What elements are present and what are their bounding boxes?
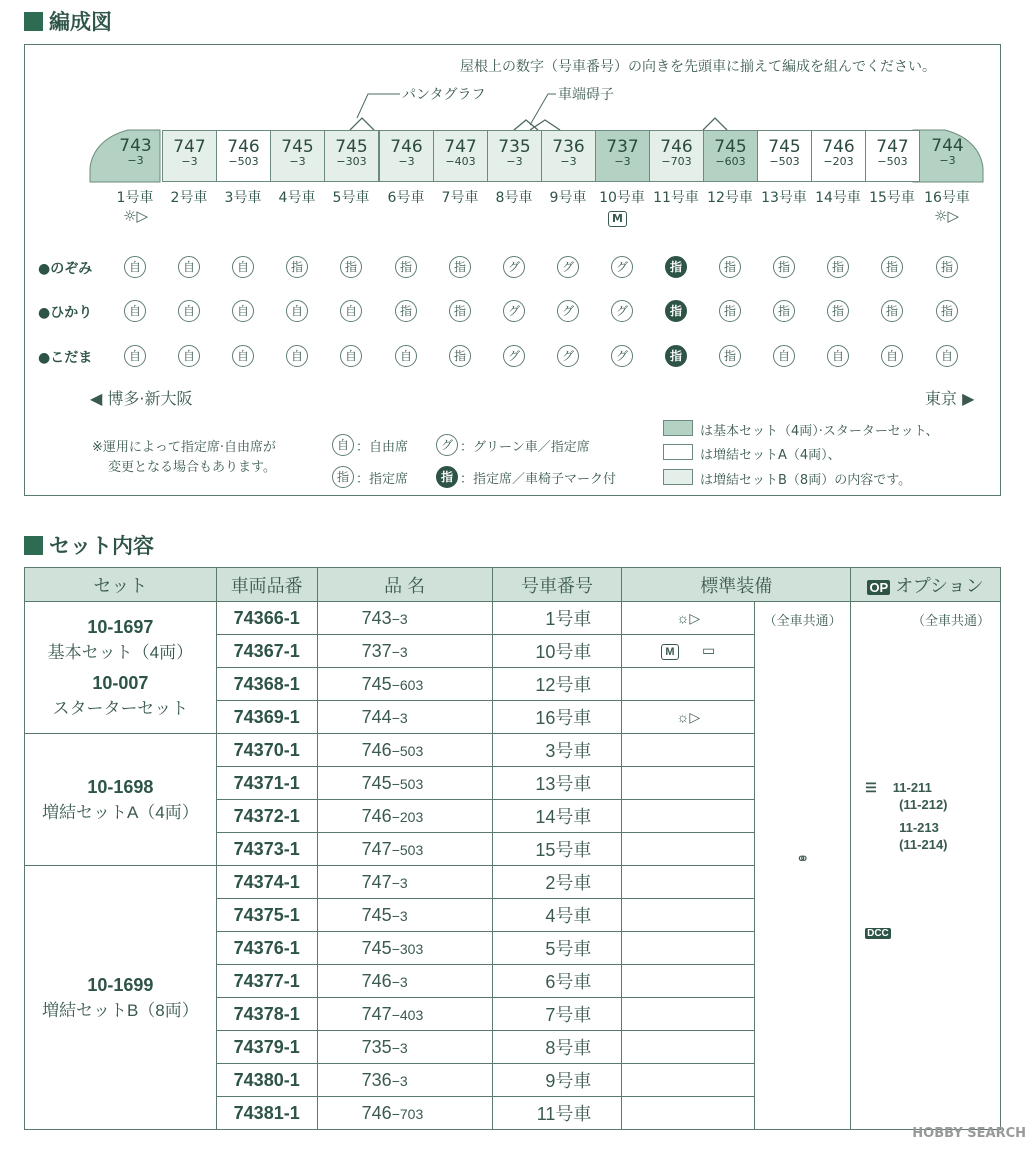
car-number-cell: 8号車 bbox=[492, 1031, 622, 1064]
equipment-cell bbox=[622, 668, 755, 701]
table-row bbox=[25, 602, 1001, 635]
header-name: 品 名 bbox=[317, 568, 492, 602]
common-equipment-cell bbox=[755, 602, 851, 1130]
product-name-sub: −403 bbox=[391, 1006, 424, 1023]
car-2 bbox=[162, 130, 217, 182]
set-code: 10-1698 bbox=[87, 776, 154, 797]
seat-mark: グ bbox=[503, 345, 525, 367]
room-light-option-icon: ☰ bbox=[865, 780, 877, 795]
product-name-sub: −203 bbox=[391, 808, 424, 825]
direction-right: 東京 ▶ bbox=[925, 389, 975, 408]
product-code: 74377-1 bbox=[216, 965, 317, 998]
set-name: スターターセット bbox=[52, 698, 189, 718]
motor-icon bbox=[608, 210, 627, 227]
seat-mark: 自 bbox=[232, 300, 254, 322]
equipment-cell bbox=[622, 800, 755, 833]
car-number: 745 bbox=[281, 137, 314, 157]
equipment-cell bbox=[622, 635, 755, 668]
car-sub-number: −3 bbox=[398, 155, 415, 168]
product-name-sub: −303 bbox=[391, 940, 424, 957]
legend-setB-swatch bbox=[663, 469, 693, 485]
car-label: 1号車 bbox=[116, 190, 154, 206]
product-code: 74379-1 bbox=[216, 1031, 317, 1064]
product-name bbox=[317, 1097, 492, 1130]
seat-mark: グ bbox=[503, 300, 525, 322]
car-label: 12号車 bbox=[707, 190, 753, 206]
product-name bbox=[317, 998, 492, 1031]
table-header-row bbox=[25, 568, 1001, 602]
product-code: 74373-1 bbox=[216, 833, 317, 866]
set-name: 増結セットA（4両） bbox=[41, 802, 199, 822]
car-8 bbox=[487, 130, 542, 182]
heading-square-icon bbox=[24, 536, 43, 555]
dcc-icon bbox=[865, 923, 1000, 939]
equipment-cell bbox=[622, 998, 755, 1031]
green-mark-icon: グ bbox=[436, 434, 458, 456]
taillight-icon: ☼▷ bbox=[934, 207, 959, 225]
seat-mark: 指 bbox=[881, 256, 903, 278]
set-code: 10-007 bbox=[92, 672, 149, 693]
car-number-cell: 6号車 bbox=[492, 965, 622, 998]
dcc-mark: DCC bbox=[867, 928, 889, 939]
product-code: 74374-1 bbox=[216, 866, 317, 899]
seat-mark: グ bbox=[611, 300, 633, 322]
header-option bbox=[851, 568, 1001, 602]
car-3 bbox=[216, 130, 271, 182]
seat-mark: 指 bbox=[719, 300, 741, 322]
legend-basic-swatch bbox=[663, 420, 693, 436]
car-number: 747 bbox=[444, 137, 477, 157]
insulator-label: 車端碍子 bbox=[558, 87, 614, 103]
seat-mark: 自 bbox=[178, 300, 200, 322]
car-number: 746 bbox=[822, 137, 855, 157]
car-number-cell: 5号車 bbox=[492, 932, 622, 965]
set-contents-heading-text: セット内容 bbox=[49, 534, 154, 558]
product-name bbox=[317, 899, 492, 932]
product-code: 74378-1 bbox=[216, 998, 317, 1031]
car-9 bbox=[541, 130, 596, 182]
legend-note-2: 変更となる場合もあります。 bbox=[108, 460, 276, 475]
car-1 bbox=[108, 130, 163, 182]
product-name-main: 745 bbox=[361, 904, 392, 925]
product-name-main: 745 bbox=[361, 673, 392, 694]
car-number-cell: 10号車 bbox=[492, 635, 622, 668]
seat-mark: 指 bbox=[936, 256, 958, 278]
car-sub-number: −203 bbox=[823, 155, 854, 168]
seat-mark: グ bbox=[611, 256, 633, 278]
car-label: 7号車 bbox=[441, 190, 479, 206]
product-code: 74366-1 bbox=[216, 602, 317, 635]
car-number: 743 bbox=[119, 136, 152, 156]
legend-green: ：グリーン車／指定席 bbox=[460, 440, 590, 455]
pantograph-label: パンタグラフ bbox=[402, 87, 486, 103]
seat-mark: 自 bbox=[395, 345, 417, 367]
product-name-main: 747 bbox=[361, 838, 392, 859]
car-label: 9号車 bbox=[549, 190, 587, 206]
motor-icon: M bbox=[661, 644, 678, 660]
set-name: 基本セット（4両） bbox=[47, 642, 194, 662]
car-number-cell: 11号車 bbox=[492, 1097, 622, 1130]
legend-wheelchair: ：指定席／車椅子マーク付 bbox=[460, 472, 617, 487]
car-sub-number: −3 bbox=[614, 155, 631, 168]
seat-mark: 自 bbox=[178, 256, 200, 278]
car-sub-number: −503 bbox=[877, 155, 908, 168]
product-code: 74376-1 bbox=[216, 932, 317, 965]
product-name-sub: −503 bbox=[391, 775, 424, 792]
set-contents-table bbox=[24, 567, 1001, 1130]
product-name bbox=[317, 734, 492, 767]
product-name-sub: −3 bbox=[391, 973, 408, 990]
seat-mark: 指 bbox=[665, 300, 687, 322]
car-label: 15号車 bbox=[869, 190, 915, 206]
legend-basic: は基本セット（4両）·スターターセット、 bbox=[700, 424, 939, 439]
car-label: 13号車 bbox=[761, 190, 807, 206]
seat-mark: 自 bbox=[827, 345, 849, 367]
seat-mark: 指 bbox=[719, 256, 741, 278]
seat-mark: 自 bbox=[773, 345, 795, 367]
seat-mark: 指 bbox=[395, 300, 417, 322]
product-name-main: 735 bbox=[361, 1036, 392, 1057]
car-15 bbox=[865, 130, 920, 182]
shitei-mark-icon: 指 bbox=[332, 466, 354, 488]
equipment-cell bbox=[622, 1097, 755, 1130]
set-name: 増結セットB（8両） bbox=[41, 1000, 199, 1020]
seat-mark: 自 bbox=[232, 256, 254, 278]
product-code: 74370-1 bbox=[216, 734, 317, 767]
legend-shitei: ：指定席 bbox=[356, 472, 409, 487]
product-name-sub: −3 bbox=[391, 1072, 408, 1089]
car-number: 745 bbox=[714, 137, 747, 157]
product-name-sub: −3 bbox=[391, 610, 408, 627]
product-code: 74371-1 bbox=[216, 767, 317, 800]
car-number: 737 bbox=[606, 137, 639, 157]
car-13 bbox=[757, 130, 812, 182]
car-sub-number: −303 bbox=[336, 155, 367, 168]
car-sub-number: −3 bbox=[939, 154, 956, 167]
product-name-sub: −3 bbox=[391, 1039, 408, 1056]
car-number: 747 bbox=[173, 137, 206, 157]
wheelchair-mark-icon: 指 bbox=[436, 466, 458, 488]
product-code: 74375-1 bbox=[216, 899, 317, 932]
equipment-cell bbox=[622, 899, 755, 932]
car-sub-number: −3 bbox=[506, 155, 523, 168]
op-icon: OP bbox=[869, 579, 889, 595]
car-label: 5号車 bbox=[332, 190, 370, 206]
seat-mark: 指 bbox=[773, 300, 795, 322]
car-16 bbox=[920, 130, 975, 182]
product-name-sub: −703 bbox=[391, 1105, 424, 1122]
seat-mark: 自 bbox=[178, 345, 200, 367]
car-4 bbox=[270, 130, 325, 182]
car-sub-number: −3 bbox=[127, 154, 144, 167]
car-5 bbox=[324, 130, 379, 182]
seat-mark: グ bbox=[557, 300, 579, 322]
car-number: 744 bbox=[931, 136, 964, 156]
product-name-main: 746 bbox=[361, 739, 392, 760]
car-number-cell: 16号車 bbox=[492, 701, 622, 734]
seat-mark: グ bbox=[557, 345, 579, 367]
option-cell bbox=[851, 602, 1001, 1130]
seat-mark: 指 bbox=[881, 300, 903, 322]
seat-mark: 指 bbox=[719, 345, 741, 367]
equipment-cell bbox=[622, 866, 755, 899]
headlight-icon: ☼▷ bbox=[676, 708, 701, 725]
car-6 bbox=[379, 130, 434, 182]
set-code: 10-1699 bbox=[87, 974, 154, 995]
seat-mark: グ bbox=[557, 256, 579, 278]
car-sub-number: −503 bbox=[769, 155, 800, 168]
car-label: 14号車 bbox=[815, 190, 861, 206]
seat-mark: 指 bbox=[665, 256, 687, 278]
product-name bbox=[317, 866, 492, 899]
product-name-main: 737 bbox=[361, 640, 392, 661]
header-option-text: オプション bbox=[895, 575, 984, 596]
product-name-sub: −3 bbox=[391, 907, 408, 924]
service-label: ●こだま bbox=[38, 350, 93, 366]
equipment-cell bbox=[622, 1031, 755, 1064]
seat-mark: 自 bbox=[936, 345, 958, 367]
product-name-main: 736 bbox=[361, 1069, 392, 1090]
car-11 bbox=[649, 130, 704, 182]
product-name-main: 744 bbox=[361, 706, 392, 727]
seat-mark: 自 bbox=[286, 345, 308, 367]
product-name-sub: −503 bbox=[391, 841, 424, 858]
car-number-cell: 15号車 bbox=[492, 833, 622, 866]
car-number-cell: 2号車 bbox=[492, 866, 622, 899]
car-sub-number: −603 bbox=[715, 155, 746, 168]
car-sub-number: −703 bbox=[661, 155, 692, 168]
car-number: 736 bbox=[552, 137, 585, 157]
direction-left: ◀ 博多·新大阪 bbox=[90, 389, 193, 408]
product-name bbox=[317, 602, 492, 635]
car-label: 6号車 bbox=[387, 190, 425, 206]
seat-mark: 指 bbox=[665, 345, 687, 367]
legend-jiyu: ：自由席 bbox=[356, 440, 409, 455]
car-number-cell: 7号車 bbox=[492, 998, 622, 1031]
seat-mark: 指 bbox=[286, 256, 308, 278]
equipment-cell bbox=[622, 833, 755, 866]
set-contents-heading bbox=[24, 530, 154, 560]
set-cell bbox=[25, 602, 217, 734]
product-code: 74367-1 bbox=[216, 635, 317, 668]
car-14 bbox=[811, 130, 866, 182]
seat-mark: 自 bbox=[881, 345, 903, 367]
car-sub-number: −3 bbox=[560, 155, 577, 168]
formation-heading-text: 編成図 bbox=[49, 10, 112, 34]
car-label: 11号車 bbox=[653, 190, 699, 206]
product-name bbox=[317, 1031, 492, 1064]
seat-mark: グ bbox=[503, 256, 525, 278]
product-name-sub: −603 bbox=[391, 676, 424, 693]
car-sub-number: −503 bbox=[228, 155, 259, 168]
option-common-label: （全車共通） bbox=[911, 613, 990, 628]
roof-note: 屋根上の数字（号車番号）の向きを先頭車に揃えて編成を組んでください。 bbox=[460, 59, 936, 75]
seat-mark: 指 bbox=[449, 345, 471, 367]
product-name-sub: −3 bbox=[391, 874, 408, 891]
car-number-cell: 14号車 bbox=[492, 800, 622, 833]
product-name-sub: −3 bbox=[391, 709, 408, 726]
car-label: 10号車 bbox=[599, 190, 645, 206]
product-code: 74372-1 bbox=[216, 800, 317, 833]
motor-mark: M bbox=[608, 211, 627, 227]
product-name-main: 745 bbox=[361, 772, 392, 793]
seat-mark: 指 bbox=[340, 256, 362, 278]
seat-mark: 指 bbox=[827, 300, 849, 322]
product-name bbox=[317, 701, 492, 734]
car-7 bbox=[433, 130, 488, 182]
product-name bbox=[317, 932, 492, 965]
seat-mark: 指 bbox=[827, 256, 849, 278]
product-name-main: 746 bbox=[361, 805, 392, 826]
car-number: 747 bbox=[876, 137, 909, 157]
product-name-main: 747 bbox=[361, 871, 392, 892]
seat-mark: 指 bbox=[936, 300, 958, 322]
car-sub-number: −403 bbox=[445, 155, 476, 168]
seat-mark: 自 bbox=[124, 300, 146, 322]
car-number: 746 bbox=[227, 137, 260, 157]
equipment-cell bbox=[622, 767, 755, 800]
equipment-cell bbox=[622, 602, 755, 635]
car-label: 16号車 bbox=[924, 190, 970, 206]
car-label: 4号車 bbox=[278, 190, 316, 206]
header-car-number: 号車番号 bbox=[492, 568, 622, 602]
headlight-icon: ☼▷ bbox=[123, 207, 148, 225]
coupler-icon: ⚭ bbox=[795, 851, 810, 868]
product-name-main: 745 bbox=[361, 937, 392, 958]
product-name-main: 743 bbox=[361, 607, 392, 628]
seat-mark: 指 bbox=[449, 256, 471, 278]
car-number-cell: 12号車 bbox=[492, 668, 622, 701]
product-name bbox=[317, 965, 492, 998]
product-code: 74369-1 bbox=[216, 701, 317, 734]
product-name bbox=[317, 668, 492, 701]
car-sub-number: −3 bbox=[289, 155, 306, 168]
headlight-icon: ☼▷ bbox=[676, 609, 701, 626]
product-name-main: 746 bbox=[361, 970, 392, 991]
header-standard: 標準装備 bbox=[622, 568, 851, 602]
legend-setB: は増結セットB（8両）の内容です。 bbox=[700, 473, 912, 488]
seat-mark: 自 bbox=[124, 345, 146, 367]
product-name bbox=[317, 767, 492, 800]
equipment-cell bbox=[622, 932, 755, 965]
seat-mark: 自 bbox=[124, 256, 146, 278]
product-name-main: 747 bbox=[361, 1003, 392, 1024]
product-code: 74381-1 bbox=[216, 1097, 317, 1130]
service-label: ●ひかり bbox=[38, 305, 93, 321]
product-name-sub: −503 bbox=[391, 742, 424, 759]
seat-mark: 指 bbox=[449, 300, 471, 322]
seat-mark: グ bbox=[611, 345, 633, 367]
option-code: (11-214) bbox=[899, 837, 948, 852]
car-number-cell: 3号車 bbox=[492, 734, 622, 767]
equipment-cell bbox=[622, 734, 755, 767]
car-label: 3号車 bbox=[224, 190, 262, 206]
header-code: 車両品番 bbox=[216, 568, 317, 602]
car-number: 735 bbox=[498, 137, 531, 157]
car-number-cell: 9号車 bbox=[492, 1064, 622, 1097]
product-name-main: 746 bbox=[361, 1102, 392, 1123]
product-name bbox=[317, 1064, 492, 1097]
car-number-cell: 13号車 bbox=[492, 767, 622, 800]
car-number: 745 bbox=[335, 137, 368, 157]
jiyu-mark-icon: 自 bbox=[332, 434, 354, 456]
service-label: ●のぞみ bbox=[38, 261, 93, 277]
car-number-cell: 4号車 bbox=[492, 899, 622, 932]
equipment-cell bbox=[622, 965, 755, 998]
product-name bbox=[317, 800, 492, 833]
legend-setA-swatch bbox=[663, 444, 693, 460]
set-code: 10-1697 bbox=[87, 616, 154, 637]
option-block bbox=[865, 779, 1000, 853]
equipment-cell bbox=[622, 701, 755, 734]
legend-note-1: ※運用によって指定席·自由席が bbox=[92, 440, 277, 455]
car-number: 746 bbox=[390, 137, 423, 157]
seat-mark: 自 bbox=[340, 345, 362, 367]
seat-mark: 自 bbox=[340, 300, 362, 322]
seat-mark: 自 bbox=[286, 300, 308, 322]
product-code: 74380-1 bbox=[216, 1064, 317, 1097]
seat-mark: 自 bbox=[232, 345, 254, 367]
option-code: 11-213 bbox=[899, 820, 939, 835]
legend-setA: は増結セットA（4両）、 bbox=[700, 448, 841, 463]
room-light-icon: ▭ bbox=[701, 642, 716, 658]
watermark: HOBBY SEARCH bbox=[912, 1126, 1026, 1141]
car-sub-number: −3 bbox=[181, 155, 198, 168]
common-label: （全車共通） bbox=[763, 613, 842, 628]
product-name bbox=[317, 635, 492, 668]
car-10 bbox=[595, 130, 650, 182]
car-number-cell: 1号車 bbox=[492, 602, 622, 635]
car-label: 2号車 bbox=[170, 190, 208, 206]
product-code: 74368-1 bbox=[216, 668, 317, 701]
seat-mark: 指 bbox=[395, 256, 417, 278]
equipment-cell bbox=[622, 1064, 755, 1097]
car-label: 8号車 bbox=[495, 190, 533, 206]
car-12 bbox=[703, 130, 758, 182]
seat-mark: 指 bbox=[773, 256, 795, 278]
header-set: セット bbox=[25, 568, 217, 602]
car-number: 746 bbox=[660, 137, 693, 157]
product-name-sub: −3 bbox=[391, 643, 408, 660]
set-cell bbox=[25, 734, 217, 866]
set-cell bbox=[25, 866, 217, 1130]
product-name bbox=[317, 833, 492, 866]
car-number: 745 bbox=[768, 137, 801, 157]
option-code: 11-211 bbox=[892, 780, 932, 795]
option-code: (11-212) bbox=[899, 797, 948, 812]
